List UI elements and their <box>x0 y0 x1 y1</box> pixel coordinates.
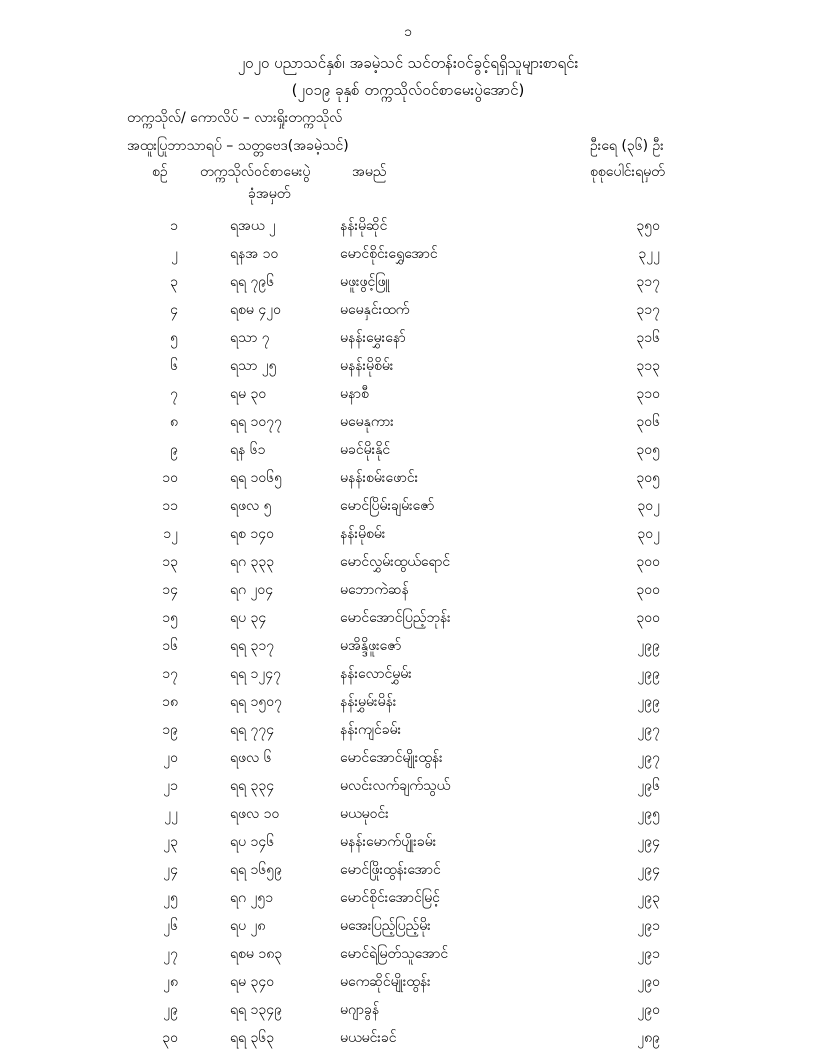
document-subtitle: (၂၀၁၉ ခုနှစ် တက္ကသိုလ်ဝင်စာမေးပွဲအောင်) <box>291 81 525 99</box>
row-number: ၄ <box>170 302 178 318</box>
row-number: ၂၆ <box>163 918 178 934</box>
total-score: ၂၉၃ <box>637 890 660 906</box>
row-number: ၂၄ <box>163 862 178 878</box>
roll-number: ရရ ၁၂၄၇ <box>230 666 282 682</box>
table-row <box>0 464 816 492</box>
roll-number: ရဂ ၂၅၁ <box>230 890 274 906</box>
row-number: ၂ <box>171 246 178 262</box>
row-number: ၁၉ <box>162 722 178 738</box>
roll-number: ရရ ၁၆၅၉ <box>230 862 283 878</box>
total-score: ၂၉၀ <box>637 1002 660 1018</box>
row-number: ၂၂ <box>164 806 178 822</box>
total-score: ၂၉၄ <box>637 862 660 878</box>
student-name: မောင်ဖြိုးထွန်းအောင် <box>340 862 441 878</box>
roll-number: ရန ၆၁ <box>230 442 266 458</box>
total-score: ၂၉၉ <box>637 638 660 654</box>
table-row <box>0 604 816 632</box>
roll-number: ရရ ၃၃၄ <box>230 778 275 794</box>
student-name: နန်းမိုဆိုင် <box>340 218 388 234</box>
row-number: ၃၀ <box>162 1030 178 1046</box>
roll-number: ရဖလ ၅ <box>230 498 272 514</box>
table-row <box>0 520 816 548</box>
student-name: မောင်စိုင်းအောင်မြင့် <box>340 890 440 906</box>
table-row <box>0 716 816 744</box>
table-row <box>0 660 816 688</box>
table-row <box>0 576 816 604</box>
total-score: ၃၁၀ <box>636 386 660 402</box>
row-number: ၁၇ <box>162 666 178 682</box>
student-name: နန်းကျင်ခမ်း <box>340 722 402 738</box>
roll-number: ရပ ၃၄ <box>230 610 267 626</box>
roll-number: ရရ ၁၀၇၇ <box>230 414 283 430</box>
student-name: မနန်းစမ်းဖောင်း <box>340 470 419 486</box>
student-name: မလင်းလက်ချက်သွယ် <box>340 778 451 794</box>
total-score: ၂၉၉ <box>637 666 660 682</box>
table-row <box>0 548 816 576</box>
total-score: ၂၉၇ <box>637 750 660 766</box>
row-number: ၁၅ <box>162 610 178 626</box>
student-name: မခင်မိုးနိုင် <box>340 442 391 458</box>
university-label: တက္ကသိုလ်/ ကောလိပ် – လားရှိုးတက္ကသိုလ် <box>127 110 343 126</box>
roll-number: ရရ ၁၅၀၇ <box>230 694 283 710</box>
roll-number: ရရ ၇၉၆ <box>230 274 275 290</box>
roll-number: ရဂ ၂၀၄ <box>230 582 274 598</box>
row-number: ၂၉ <box>163 1002 178 1018</box>
student-name: မနန်းမိုစိမ်း <box>340 358 394 374</box>
student-name: မယမင်းခင် <box>340 1030 397 1046</box>
row-number: ၅ <box>170 330 178 346</box>
table-row <box>0 492 816 520</box>
total-score: ၃၅၀ <box>636 218 660 234</box>
table-row <box>0 828 816 856</box>
total-score: ၃၀၅ <box>636 442 660 458</box>
student-name: မောင်အောင်ပြည့်ဘုန်း <box>340 610 451 626</box>
roll-number: ရနအ ၁၀ <box>230 246 279 262</box>
row-number: ၉ <box>170 442 178 458</box>
total-score: ၃၁၇ <box>636 274 660 290</box>
table-row <box>0 268 816 296</box>
total-score: ၂၉၁ <box>637 946 660 962</box>
total-score: ၃၀၅ <box>636 470 660 486</box>
document-title: ၂၀၂၀ ပညာသင်နှစ်၊ အခမဲ့သင် သင်တန်းဝင်ခွင့်ရရှိသူများစာရင်း <box>237 54 579 72</box>
table-row <box>0 968 816 996</box>
student-name: မောင်လွှမ်းထွယ်ရောင် <box>340 554 451 570</box>
total-score: ၃၁၇ <box>636 302 660 318</box>
roll-number: ရရ ၇၇၄ <box>230 722 275 738</box>
student-name: မနာစီ <box>340 386 369 402</box>
total-score: ၃၀၂ <box>637 498 660 514</box>
student-name: မောင်ရဲမြတ်သူအောင် <box>340 946 449 962</box>
row-number: ၂၈ <box>163 974 178 990</box>
table-row <box>0 996 816 1024</box>
table-row <box>0 240 816 268</box>
table-row <box>0 772 816 800</box>
table-row <box>0 688 816 716</box>
student-name: နန်းမိုစမ်း <box>340 526 386 542</box>
table-row <box>0 324 816 352</box>
results-table <box>0 212 816 1052</box>
student-name: မနန်းမောက်ပျိုးခမ်း <box>340 834 437 850</box>
total-score: ၂၉၇ <box>637 722 660 738</box>
column-header-roll: တက္ကသိုလ်ဝင်စာမေးပွဲ <box>200 164 311 180</box>
total-score: ၂၉၅ <box>637 806 660 822</box>
total-score: ၃၀၀ <box>636 610 660 626</box>
student-name: မယမုဝင်း <box>340 806 389 822</box>
student-count-label: ဦးရေ (၃၆) ဦး <box>590 138 664 154</box>
student-name: မနန်းမွှေးနော် <box>340 330 406 346</box>
table-row <box>0 632 816 660</box>
total-score: ၃၀၆ <box>636 414 660 430</box>
row-number: ၁၁ <box>162 498 178 514</box>
student-name: နန်းလောင်မွှမ်း <box>340 666 412 682</box>
table-row <box>0 800 816 828</box>
table-row <box>0 352 816 380</box>
roll-number: ရသာ ၇ <box>230 330 270 346</box>
student-name: မောင်ပြိမ်းချမ်းဇော် <box>340 498 435 514</box>
row-number: ၂၁ <box>163 778 178 794</box>
total-score: ၃၁၃ <box>636 358 660 374</box>
row-number: ၆ <box>170 358 178 374</box>
total-score: ၂၉၉ <box>637 694 660 710</box>
roll-number: ရစမ ၄၂၀ <box>230 302 281 318</box>
table-row <box>0 212 816 240</box>
column-header-name: အမည် <box>352 164 387 180</box>
student-name: မဘောကဲဆန် <box>340 582 409 598</box>
student-name: မကေဆိုင်မျိုးထွန်း <box>340 974 431 990</box>
student-name: မဖူးဖွင့်ဖြူ <box>340 274 390 290</box>
major-subject-label: အထူးပြုဘာသာရပ် – သတ္တဗေဒ(အခမဲ့သင်) <box>127 138 349 154</box>
row-number: ၃ <box>170 274 178 290</box>
table-row <box>0 1024 816 1052</box>
column-header-total: စုစုပေါင်းရမှတ် <box>590 164 665 180</box>
total-score: ၃၂၂ <box>638 246 660 262</box>
roll-number: ရမ ၃၄၀ <box>230 974 275 990</box>
row-number: ၁၀ <box>162 470 178 486</box>
roll-number: ရရ ၃၁၇ <box>230 638 275 654</box>
column-header-roll-line-2: ခုံအမှတ် <box>248 186 291 202</box>
row-number: ၁၆ <box>162 638 178 654</box>
row-number: ၂၀ <box>163 750 178 766</box>
roll-number: ရဖလ ၁၀ <box>230 806 280 822</box>
roll-number: ရပ ၁၄၆ <box>230 834 275 850</box>
page-number: ၁ <box>404 24 412 40</box>
table-row <box>0 436 816 464</box>
roll-number: ရမ ၃၀ <box>230 386 267 402</box>
student-name: နန်းမွှမ်းမိန်း <box>340 694 397 710</box>
student-name: မောင်စိုင်းရွှေအောင် <box>340 246 438 262</box>
column-header-no: စဉ် <box>152 164 168 180</box>
row-number: ၈ <box>170 414 178 430</box>
row-number: ၁၈ <box>162 694 178 710</box>
student-name: မအိန္ဒိဖူးဇော် <box>340 638 402 654</box>
roll-number: ရစ ၁၄၀ <box>230 526 274 542</box>
row-number: ၇ <box>170 386 178 402</box>
student-name: မအေးပြည့်ပြည့်မိုး <box>340 918 431 934</box>
table-row <box>0 856 816 884</box>
total-score: ၂၈၉ <box>637 1030 660 1046</box>
total-score: ၃၀၀ <box>636 554 660 570</box>
student-name: မမေနှင်းထက် <box>340 302 410 318</box>
table-row <box>0 912 816 940</box>
total-score: ၃၀၂ <box>637 526 660 542</box>
roll-number: ရအယ ၂ <box>230 218 276 234</box>
roll-number: ရစမ ၁၈၃ <box>230 946 283 962</box>
table-row <box>0 380 816 408</box>
table-row <box>0 744 816 772</box>
row-number: ၁၃ <box>162 554 178 570</box>
row-number: ၂၇ <box>163 946 178 962</box>
row-number: ၁၂ <box>163 526 178 542</box>
roll-number: ရပ ၂၈ <box>230 918 266 934</box>
table-row <box>0 296 816 324</box>
student-name: မမေနုကား <box>340 414 394 430</box>
total-score: ၃၀၀ <box>636 582 660 598</box>
table-row <box>0 884 816 912</box>
total-score: ၂၉၁ <box>637 918 660 934</box>
total-score: ၃၁၆ <box>636 330 660 346</box>
table-row <box>0 408 816 436</box>
roll-number: ရဖလ ၆ <box>230 750 272 766</box>
row-number: ၂၃ <box>163 834 178 850</box>
roll-number: ရသာ ၂၅ <box>230 358 277 374</box>
roll-number: ရဂ ၃၃၃ <box>230 554 275 570</box>
table-row <box>0 940 816 968</box>
student-name: မောင်အောင်မျိုးထွန်း <box>340 750 443 766</box>
roll-number: ရရ ၃၆၃ <box>230 1030 275 1046</box>
row-number: ၁၄ <box>162 582 178 598</box>
total-score: ၂၉၆ <box>637 778 660 794</box>
total-score: ၂၉၄ <box>637 834 660 850</box>
row-number: ၂၅ <box>163 890 178 906</box>
total-score: ၂၉၀ <box>637 974 660 990</box>
student-name: မဂျာခွန် <box>340 1002 380 1018</box>
roll-number: ရရ ၁၀၆၅ <box>230 470 283 486</box>
roll-number: ရရ ၁၃၄၉ <box>230 1002 283 1018</box>
row-number: ၁ <box>170 218 178 234</box>
